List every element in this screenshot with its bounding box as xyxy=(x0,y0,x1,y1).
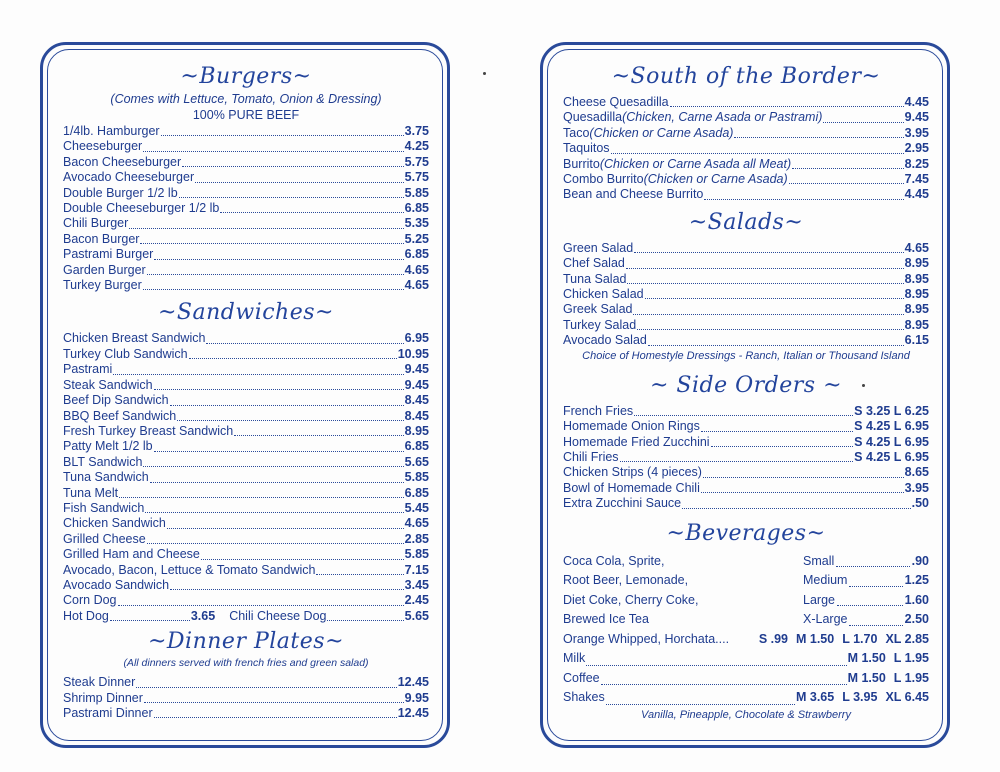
leader-dots xyxy=(648,345,904,346)
salads-name: Chicken Salad xyxy=(563,287,644,302)
leader-dots xyxy=(154,717,397,718)
burgers-price: 5.35 xyxy=(404,216,429,231)
burgers-row xyxy=(63,247,429,262)
bev-row xyxy=(563,571,929,591)
border-price: 7.45 xyxy=(904,172,929,187)
border-row xyxy=(563,141,929,156)
bev-coffee-l: L 1.95 xyxy=(893,670,929,685)
bev-coffee-row xyxy=(563,669,929,689)
sandwiches-row xyxy=(63,362,429,377)
bev-size: Large xyxy=(803,592,835,607)
bev-shakes-row xyxy=(563,688,929,708)
leader-dots xyxy=(129,228,403,229)
sandwiches-row xyxy=(63,439,429,454)
sides-name: Homemade Onion Rings xyxy=(563,419,700,434)
bev-row xyxy=(563,591,929,611)
sandwiches-price: 6.85 xyxy=(404,485,429,500)
sandwiches-price: 9.45 xyxy=(404,362,429,377)
sandwiches-row xyxy=(63,393,429,408)
sandwiches-row xyxy=(63,424,429,439)
sandwiches-list xyxy=(63,331,429,608)
border-detail: (Chicken, Carne Asada or Pastrami) xyxy=(622,110,823,125)
bev-milk-l: L 1.95 xyxy=(893,651,929,666)
burgers-name: Turkey Burger xyxy=(63,278,142,293)
border-row xyxy=(563,110,929,125)
dinner-name: Shrimp Dinner xyxy=(63,690,143,705)
leader-dots xyxy=(836,566,909,567)
bev-shakes-xl: XL 6.45 xyxy=(885,690,929,705)
leader-dots xyxy=(179,197,404,198)
sandwiches-price: 3.45 xyxy=(404,577,429,592)
bev-orange-l: L 1.70 xyxy=(842,631,878,646)
burgers-list xyxy=(63,124,429,293)
sandwiches-price: 5.65 xyxy=(404,454,429,469)
border-row xyxy=(563,95,929,110)
burgers-name: Cheeseburger xyxy=(63,139,143,154)
burgers-name: Pastrami Burger xyxy=(63,247,154,262)
sandwiches-price: 8.45 xyxy=(404,393,429,408)
sandwiches-row xyxy=(63,563,429,578)
sides-list xyxy=(563,404,929,512)
sandwiches-name: Beef Dip Sandwich xyxy=(63,393,169,408)
sides-price: 8.65 xyxy=(904,465,929,480)
bev-coffee-m: M 1.50 xyxy=(847,670,886,685)
bev-drinks: Coca Cola, Sprite, xyxy=(563,553,665,568)
bev-orange-name: Orange Whipped, Horchata.... xyxy=(563,631,730,646)
leader-dots xyxy=(601,684,847,685)
bev-milk-row xyxy=(563,649,929,669)
leader-dots xyxy=(234,435,403,436)
sides-price: S 3.25 L 6.25 xyxy=(854,403,929,418)
salads-row xyxy=(563,272,929,287)
burgers-name: Chili Burger xyxy=(63,216,129,231)
sandwiches-row xyxy=(63,578,429,593)
sides-price: S 4.25 L 6.95 xyxy=(854,449,929,464)
sides-name: Extra Zucchini Sauce xyxy=(563,496,682,511)
sandwiches-name: Steak Sandwich xyxy=(63,377,153,392)
dinner-title: ~Dinner Plates~ xyxy=(147,629,344,655)
salads-price: 4.65 xyxy=(904,240,929,255)
border-price: 3.95 xyxy=(904,125,929,140)
salads-name: Tuna Salad xyxy=(563,271,627,286)
sandwiches-price: 8.95 xyxy=(404,423,429,438)
dinner-price: 9.95 xyxy=(404,690,429,705)
salads-name: Greek Salad xyxy=(563,302,633,317)
bev-shakes-sizes xyxy=(796,688,929,708)
sandwiches-name: Chicken Sandwich xyxy=(63,516,166,531)
dinner-price: 12.45 xyxy=(397,706,429,720)
burgers-row xyxy=(63,155,429,170)
salads-name: Avocado Salad xyxy=(563,333,647,348)
burgers-price: 5.75 xyxy=(404,154,429,169)
border-title: ~South of the Border~ xyxy=(611,64,881,89)
border-price: 4.45 xyxy=(904,187,929,202)
leader-dots xyxy=(606,704,795,705)
bev-drinks: Diet Coke, Cherry Coke, xyxy=(563,592,699,607)
border-list xyxy=(563,95,929,203)
salads-name: Green Salad xyxy=(563,240,634,255)
sides-name: Homemade Fried Zucchini xyxy=(563,434,710,449)
salads-name: Turkey Salad xyxy=(563,317,637,332)
bev-price: 1.60 xyxy=(904,592,929,607)
border-price: 8.25 xyxy=(904,156,929,171)
bev-row xyxy=(563,552,929,572)
salads-row xyxy=(563,318,929,333)
sides-name: Bowl of Homemade Chili xyxy=(563,480,700,495)
paper-speck xyxy=(862,384,865,387)
leader-dots xyxy=(670,106,904,107)
sandwiches-row xyxy=(63,331,429,346)
burgers-row xyxy=(63,186,429,201)
border-name: Combo Burrito xyxy=(563,172,644,187)
sandwiches-name: Tuna Sandwich xyxy=(63,470,149,485)
sandwiches-name: BBQ Beef Sandwich xyxy=(63,408,177,423)
border-name: Taquitos xyxy=(563,141,610,156)
leader-dots xyxy=(201,559,404,560)
leader-dots xyxy=(147,543,404,544)
bev-milk-sizes xyxy=(848,649,929,669)
sides-title: ~ Side Orders ~ xyxy=(649,372,843,398)
bev-size: Medium xyxy=(803,573,848,588)
sandwiches-name: Fish Sandwich xyxy=(63,500,145,515)
paper-speck xyxy=(483,72,486,75)
leader-dots xyxy=(682,508,911,509)
leader-dots xyxy=(611,153,904,154)
dinner-name: Steak Dinner xyxy=(63,675,136,690)
bev-drinks: Root Beer, Lemonade, xyxy=(563,573,689,588)
border-row xyxy=(563,172,929,187)
border-name: Quesadilla xyxy=(563,110,623,125)
sandwiches-name: Chicken Breast Sandwich xyxy=(63,331,206,346)
sandwiches-row xyxy=(63,378,429,393)
bev-size-price xyxy=(803,610,929,630)
beverages-title: ~Beverages~ xyxy=(666,520,826,546)
salads-row xyxy=(563,333,929,348)
leader-dots xyxy=(220,212,403,213)
leader-dots xyxy=(136,687,396,688)
leader-dots xyxy=(140,243,403,244)
sides-row xyxy=(563,496,929,511)
salads-note: Choice of Homestyle Dressings - Ranch, Italian or Thousand Island xyxy=(582,349,910,362)
leader-dots xyxy=(118,605,404,606)
sandwiches-name: Grilled Cheese xyxy=(63,531,146,546)
sandwiches-row xyxy=(63,470,429,485)
dinner-list xyxy=(63,675,429,721)
burgers-price: 5.85 xyxy=(404,185,429,200)
right-menu-content xyxy=(563,63,929,723)
burgers-note: (Comes with Lettuce, Tomato, Onion & Dressing) xyxy=(110,92,382,106)
leader-dots xyxy=(327,620,403,621)
sandwiches-row xyxy=(63,501,429,516)
border-row xyxy=(563,126,929,141)
sandwiches-row xyxy=(63,486,429,501)
salads-row xyxy=(563,287,929,302)
border-name: Taco xyxy=(563,125,590,140)
leader-dots xyxy=(637,329,903,330)
leader-dots xyxy=(645,298,904,299)
sandwiches-name: Patty Melt 1/2 lb xyxy=(63,439,153,454)
sandwiches-title: ~Sandwiches~ xyxy=(158,300,334,326)
salads-price: 8.95 xyxy=(904,317,929,332)
burgers-name: Avocado Cheeseburger xyxy=(63,170,195,185)
sandwiches-price: 4.65 xyxy=(404,516,429,531)
salads-title: ~Salads~ xyxy=(688,209,804,235)
leader-dots xyxy=(586,665,846,666)
bev-shakes-name: Shakes xyxy=(563,690,605,705)
bev-milk-name: Milk xyxy=(563,651,586,666)
leader-dots xyxy=(145,512,403,513)
leader-dots xyxy=(206,343,403,344)
salads-price: 8.95 xyxy=(904,256,929,271)
sides-row xyxy=(563,435,929,450)
leader-dots xyxy=(837,605,903,606)
salads-price: 8.95 xyxy=(904,271,929,286)
sandwiches-name: Turkey Club Sandwich xyxy=(63,346,188,361)
border-name: Burrito xyxy=(563,156,600,171)
leader-dots xyxy=(634,415,853,416)
leader-dots xyxy=(195,182,404,183)
burgers-row xyxy=(63,232,429,247)
sandwiches-row xyxy=(63,347,429,362)
salads-price: 8.95 xyxy=(904,287,929,302)
sandwiches-name: BLT Sandwich xyxy=(63,454,143,469)
sides-name: Chicken Strips (4 pieces) xyxy=(563,465,702,480)
bev-size: X-Large xyxy=(803,612,848,627)
leader-dots xyxy=(633,314,903,315)
sides-name: Chili Fries xyxy=(563,449,619,464)
sandwiches-name: Fresh Turkey Breast Sandwich xyxy=(63,423,234,438)
sandwiches-name: Pastrami xyxy=(63,362,113,377)
leader-dots xyxy=(701,492,904,493)
sandwiches-row xyxy=(63,547,429,562)
sandwiches-price: 7.15 xyxy=(404,562,429,577)
dinner-price: 12.45 xyxy=(397,675,429,690)
sandwiches-name: Corn Dog xyxy=(63,593,117,608)
sandwiches-row xyxy=(63,409,429,424)
sandwiches-price: 9.45 xyxy=(404,377,429,392)
leader-dots xyxy=(823,122,903,123)
bev-milk-m: M 1.50 xyxy=(847,651,886,666)
leader-dots xyxy=(147,274,404,275)
border-price: 4.45 xyxy=(904,95,929,109)
burgers-title: ~Burgers~ xyxy=(180,64,312,89)
leader-dots xyxy=(154,451,404,452)
bev-orange-row xyxy=(563,630,929,650)
sandwiches-price: 2.45 xyxy=(404,593,429,608)
burgers-price: 3.75 xyxy=(404,124,429,138)
leader-dots xyxy=(143,289,404,290)
burgers-price: 4.65 xyxy=(404,262,429,277)
dinner-row xyxy=(63,691,429,706)
left-menu-panel xyxy=(40,42,450,748)
hotdog-price: 3.65 xyxy=(190,608,216,623)
leader-dots xyxy=(711,446,854,447)
leader-dots xyxy=(701,431,853,432)
burgers-name: 1/4lb. Hamburger xyxy=(63,124,160,138)
bev-price: 2.50 xyxy=(904,612,929,627)
sandwiches-price: 6.85 xyxy=(404,439,429,454)
sides-price: S 4.25 L 6.95 xyxy=(854,434,929,449)
border-row xyxy=(563,157,929,172)
burgers-row xyxy=(63,263,429,278)
salads-row xyxy=(563,241,929,256)
leader-dots xyxy=(161,135,404,136)
burgers-tag: 100% PURE BEEF xyxy=(192,108,300,122)
bev-orange-m: M 1.50 xyxy=(796,631,835,646)
leader-dots xyxy=(704,199,903,200)
hotdog-row xyxy=(63,609,429,624)
bev-shakes-m: M 3.65 xyxy=(796,690,835,705)
burgers-name: Double Burger 1/2 lb xyxy=(63,185,178,200)
leader-dots xyxy=(620,461,854,462)
hotdog-name: Hot Dog xyxy=(63,608,109,623)
sides-price: .50 xyxy=(911,496,929,511)
right-menu-panel xyxy=(540,42,950,748)
bev-orange-s: S .99 xyxy=(758,631,788,646)
sandwiches-price: 2.85 xyxy=(404,531,429,546)
burgers-row xyxy=(63,216,429,231)
sandwiches-name: Grilled Ham and Cheese xyxy=(63,547,200,562)
burgers-name: Garden Burger xyxy=(63,262,146,277)
burgers-price: 4.25 xyxy=(404,139,429,154)
border-name: Bean and Cheese Burrito xyxy=(563,187,704,202)
leader-dots xyxy=(182,166,404,167)
leader-dots xyxy=(143,151,403,152)
leader-dots xyxy=(170,589,404,590)
burgers-price: 5.75 xyxy=(404,170,429,185)
burgers-row xyxy=(63,278,429,293)
leader-dots xyxy=(634,252,903,253)
leader-dots xyxy=(119,497,404,498)
sides-price: S 4.25 L 6.95 xyxy=(854,419,929,434)
leader-dots xyxy=(144,702,404,703)
burgers-name: Double Cheeseburger 1/2 lb xyxy=(63,201,220,216)
sandwiches-row xyxy=(63,593,429,608)
border-row xyxy=(563,187,929,202)
leader-dots xyxy=(792,168,904,169)
burgers-row xyxy=(63,124,429,139)
salads-list xyxy=(563,241,929,349)
sides-name: French Fries xyxy=(563,403,634,418)
bev-size-price xyxy=(803,571,929,591)
sandwiches-name: Avocado Sandwich xyxy=(63,577,170,592)
dinner-row xyxy=(63,675,429,690)
dinner-row xyxy=(63,706,429,721)
chili-cheese-dog-price: 5.65 xyxy=(404,608,429,623)
leader-dots xyxy=(627,283,903,284)
bev-coffee-sizes xyxy=(848,669,929,689)
bev-row xyxy=(563,610,929,630)
leader-dots xyxy=(789,183,904,184)
sandwiches-row xyxy=(63,516,429,531)
chili-cheese-dog-name: Chili Cheese Dog xyxy=(229,608,327,623)
salads-row xyxy=(563,302,929,317)
burgers-price: 6.85 xyxy=(404,201,429,216)
border-price: 9.45 xyxy=(904,110,929,125)
leader-dots xyxy=(703,477,904,478)
burgers-price: 6.85 xyxy=(404,247,429,262)
bev-size-price xyxy=(803,552,929,572)
sides-row xyxy=(563,465,929,480)
burgers-row xyxy=(63,170,429,185)
sandwiches-row xyxy=(63,532,429,547)
sandwiches-price: 5.85 xyxy=(404,470,429,485)
sides-row xyxy=(563,450,929,465)
leader-dots xyxy=(154,389,404,390)
beverages-list xyxy=(563,552,929,630)
sandwiches-price: 5.45 xyxy=(404,500,429,515)
dinner-name: Pastrami Dinner xyxy=(63,706,153,720)
burgers-price: 4.65 xyxy=(404,278,429,293)
bev-orange-sizes xyxy=(759,630,929,650)
burgers-row xyxy=(63,201,429,216)
burgers-name: Bacon Burger xyxy=(63,231,140,246)
border-detail: (Chicken or Carne Asada all Meat) xyxy=(599,156,792,171)
border-detail: (Chicken or Carne Asada) xyxy=(643,172,788,187)
bev-drinks: Brewed Ice Tea xyxy=(563,612,649,627)
bev-price: .90 xyxy=(911,553,929,568)
sandwiches-price: 8.45 xyxy=(404,408,429,423)
bev-price: 1.25 xyxy=(904,573,929,588)
sandwiches-price: 10.95 xyxy=(397,346,429,361)
leader-dots xyxy=(626,268,904,269)
sandwiches-price: 6.95 xyxy=(404,331,429,346)
sides-row xyxy=(563,404,929,419)
sandwiches-row xyxy=(63,455,429,470)
bev-coffee-name: Coffee xyxy=(563,670,600,685)
bev-size-price xyxy=(803,591,929,611)
leader-dots xyxy=(113,374,403,375)
sandwiches-name: Avocado, Bacon, Lettuce & Tomato Sandwich xyxy=(63,562,316,577)
left-menu-content xyxy=(63,63,429,721)
leader-dots xyxy=(150,482,404,483)
leader-dots xyxy=(170,405,404,406)
shakes-note: Vanilla, Pineapple, Chocolate & Strawberry xyxy=(641,708,851,721)
border-detail: (Chicken or Carne Asada) xyxy=(589,125,734,140)
leader-dots xyxy=(167,528,404,529)
sandwiches-name: Tuna Melt xyxy=(63,485,119,500)
leader-dots xyxy=(177,420,403,421)
leader-dots xyxy=(189,358,397,359)
salads-price: 6.15 xyxy=(904,333,929,348)
sandwiches-price: 5.85 xyxy=(404,547,429,562)
leader-dots xyxy=(154,259,403,260)
burgers-price: 5.25 xyxy=(404,231,429,246)
leader-dots xyxy=(110,620,190,621)
sides-row xyxy=(563,481,929,496)
bev-shakes-l: L 3.95 xyxy=(842,690,878,705)
salads-price: 8.95 xyxy=(904,302,929,317)
salads-name: Chef Salad xyxy=(563,256,625,271)
border-price: 2.95 xyxy=(904,141,929,156)
bev-size: Small xyxy=(803,553,835,568)
burgers-row xyxy=(63,139,429,154)
leader-dots xyxy=(734,137,903,138)
border-name: Cheese Quesadilla xyxy=(563,95,669,109)
salads-row xyxy=(563,256,929,271)
bev-orange-xl: XL 2.85 xyxy=(885,631,929,646)
sides-price: 3.95 xyxy=(904,480,929,495)
leader-dots xyxy=(316,574,403,575)
dinner-note: (All dinners served with french fries and green salad) xyxy=(123,657,369,670)
burgers-name: Bacon Cheeseburger xyxy=(63,154,182,169)
sides-row xyxy=(563,419,929,434)
leader-dots xyxy=(849,586,902,587)
leader-dots xyxy=(849,625,902,626)
leader-dots xyxy=(143,466,403,467)
